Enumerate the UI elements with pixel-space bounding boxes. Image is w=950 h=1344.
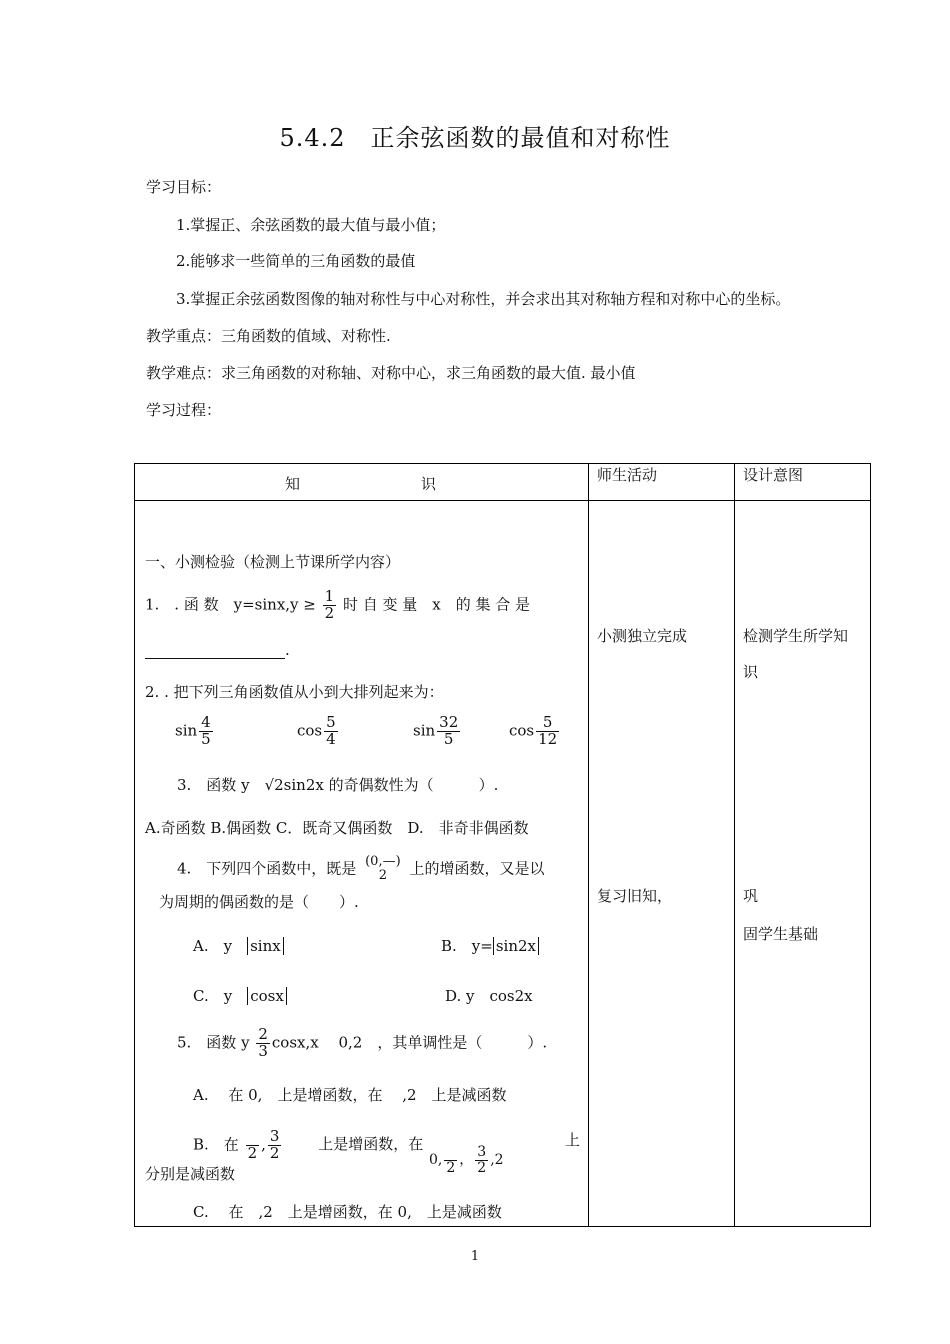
q5-option-b-line2: 分别是减函数 bbox=[145, 1165, 236, 1183]
question-1: 1. . 函 数 y=sinx,y ≥ $\frac{1}{2}$ 时 自 变 量 x 的 集 合 是 bbox=[145, 587, 531, 622]
intent-text: 固学生基础 bbox=[743, 925, 819, 943]
activity-text: 小测独立完成 bbox=[597, 627, 688, 645]
header-knowledge-char: 识 bbox=[421, 475, 437, 493]
activity-text: 复习旧知， bbox=[597, 887, 673, 905]
option-b: B. y= sin2x bbox=[441, 935, 539, 956]
goal-item: 1.掌握正、余弦函数的最大值与最小值； bbox=[176, 216, 446, 234]
intent-text: 检测学生所学知 bbox=[743, 627, 849, 645]
option-a: A. y sinx bbox=[193, 935, 284, 956]
fraction: $\frac{1}{2}$ bbox=[324, 587, 335, 622]
trig-item: sin $\frac{4}{5}$ bbox=[175, 713, 211, 748]
difficulties: 教学难点：求三角函数的对称轴、对称中心，求三角函数的最大值. 最小值 bbox=[146, 364, 636, 382]
question-3-options: A.奇函数 B.偶函数 C．既奇又偶函数 D. 非奇非偶函数 bbox=[145, 819, 529, 837]
table-header-row bbox=[135, 464, 871, 501]
interval: (0,—) 2 bbox=[365, 854, 401, 884]
header-intent: 设计意图 bbox=[735, 464, 871, 501]
goal-item: 3.掌握正余弦函数图像的轴对称性与中心对称性，并会求出其对称轴方程和对称中心的坐标。 bbox=[176, 290, 791, 308]
intent-cell bbox=[735, 501, 871, 1227]
question-3: 3. 函数 y √2sin2x 的奇偶数性为（ ）. bbox=[177, 776, 499, 794]
header-activity: 师生活动 bbox=[589, 464, 735, 501]
header-knowledge-char: 知 bbox=[285, 475, 301, 493]
key-points: 教学重点：三角函数的值域、对称性. bbox=[146, 327, 391, 345]
q5-option-b-interval: 0, 2 ， $\frac{3}{2}$ ,2 bbox=[429, 1144, 504, 1176]
goal-item: 2.能够求一些简单的三角函数的最值 bbox=[176, 252, 416, 270]
question-4: 4. 下列四个函数中，既是 (0,—) 2 上的增函数，又是以 bbox=[177, 854, 545, 884]
option-c: C. y cosx bbox=[193, 985, 287, 1006]
intent-text: 巩 bbox=[743, 887, 759, 905]
trig-item: sin $\frac{32}{5}$ bbox=[413, 713, 459, 748]
knowledge-cell bbox=[135, 501, 589, 1227]
process-label: 学习过程： bbox=[146, 401, 222, 419]
page-title: 5.4.2 正余弦函数的最值和对称性 bbox=[279, 124, 671, 152]
question-5: 5. 函数 y $\frac{2}{3}$ cosx,x 0,2 ，其单调性是（ ）. bbox=[177, 1025, 548, 1060]
q5-option-b: B. 在 2 , $\frac{3}{2}$ 上是增函数，在 bbox=[193, 1127, 424, 1162]
goals-label: 学习目标： bbox=[146, 178, 222, 196]
section-title: 一、小测检验（检测上节课所学内容） bbox=[145, 553, 401, 571]
question-4-line2: 为周期的偶函数的是（ ）. bbox=[159, 893, 359, 911]
answer-blank: . bbox=[145, 641, 290, 659]
option-d: D. y cos2x bbox=[445, 987, 533, 1005]
page-number: 1 bbox=[470, 1249, 480, 1264]
q5-option-b-end: 上 bbox=[565, 1131, 581, 1149]
header-knowledge bbox=[135, 464, 589, 501]
trig-item: cos $\frac{5}{12}$ bbox=[509, 713, 558, 748]
trig-item: cos $\frac{5}{4}$ bbox=[297, 713, 336, 748]
q5-option-a: A. 在 0, 上是增函数，在 ,2 上是减函数 bbox=[193, 1086, 507, 1104]
activity-cell bbox=[589, 501, 735, 1227]
lesson-table bbox=[134, 463, 871, 1227]
fraction: $\frac{2}{3}$ bbox=[258, 1025, 268, 1060]
question-2: 2. . 把下列三角函数值从小到大排列起来为： bbox=[145, 683, 444, 701]
q5-option-c: C. 在 ,2 上是增函数，在 0, 上是减函数 bbox=[193, 1203, 502, 1221]
intent-text: 识 bbox=[743, 663, 759, 681]
table-body-row bbox=[135, 501, 871, 1227]
